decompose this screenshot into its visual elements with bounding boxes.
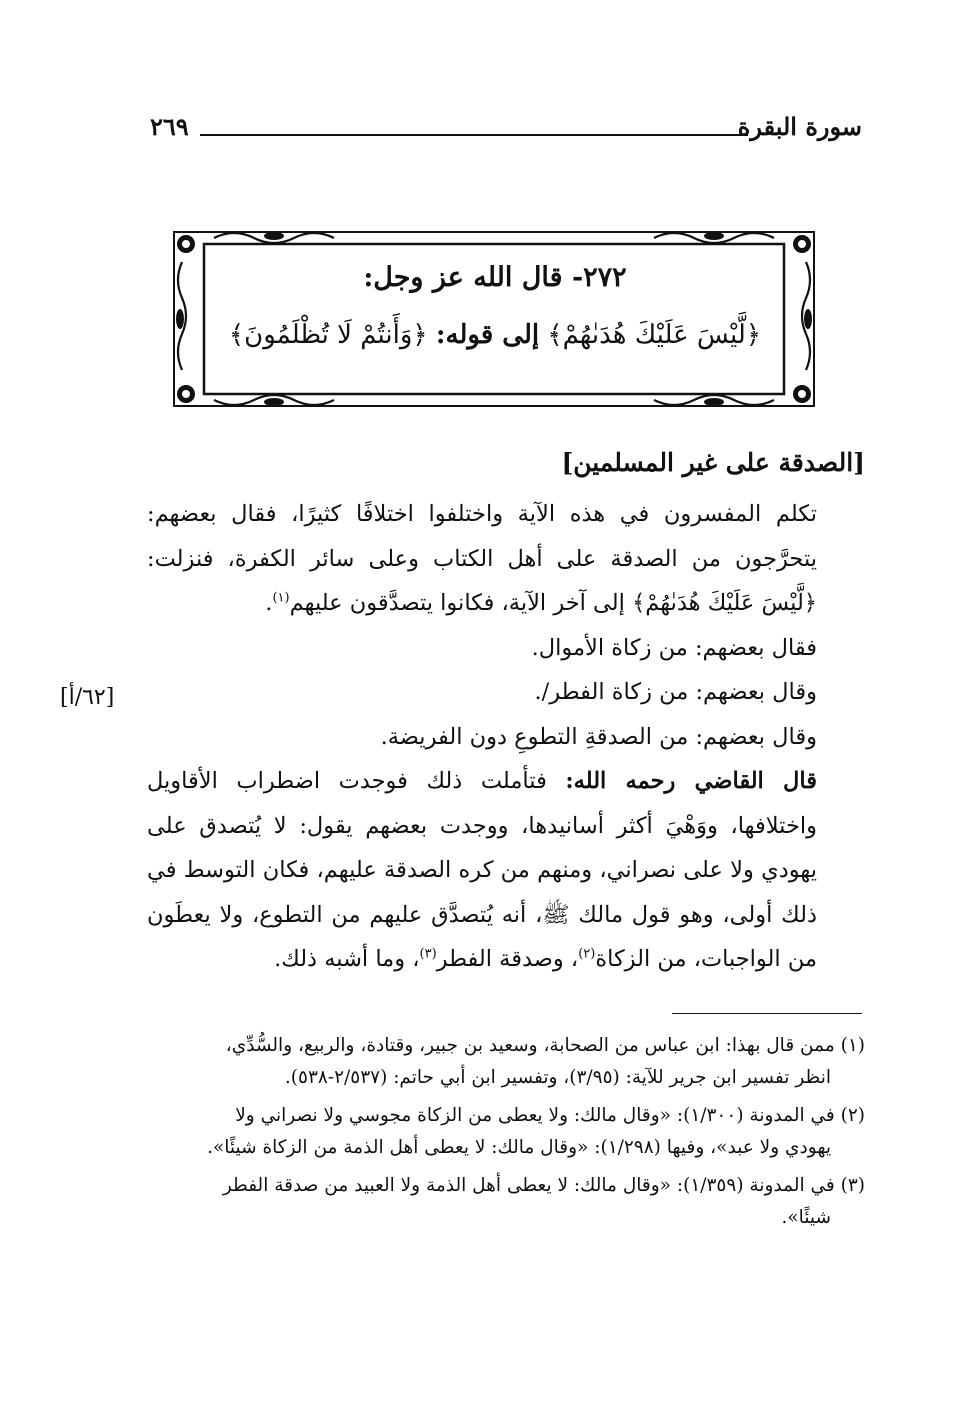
footnote-3 — [147, 1170, 865, 1234]
verse-line — [196, 320, 794, 350]
paragraph-1 — [147, 492, 865, 626]
p5-text-c: ، وما أشبه ذلك. — [274, 946, 420, 972]
footnote-3-line-1: (٣) في المدونة (١/٣٥٩): «وقال مالك: لا يعطى أهل الذمة ولا العبيد من صدقة الفطر — [222, 1175, 865, 1196]
paragraph-5 — [147, 759, 865, 982]
footnote-3-line-2: شيئًا». — [781, 1207, 831, 1228]
paragraph-2: فقال بعضهم: من زكاة الأموال. — [531, 634, 817, 661]
footnote-2 — [147, 1100, 865, 1164]
footnote-2-line-1: (٢) في المدونة (١/٣٠٠): «وقال مالك: ولا يعطى من الزكاة مجوسي ولا نصراني ولا — [235, 1105, 865, 1126]
footnotes — [147, 1030, 865, 1240]
verse-end: ﴿وَأَنتُمْ لَا تُظْلَمُونَ﴾ — [228, 320, 428, 350]
p1-text-a: تكلم المفسرون في هذه الآية واختلفوا اختلافًا كثيرًا، فقال بعضهم: يتحرَّجون من الصدقة على أهل الكتاب وعلى سائر الكفرة، فنزلت: — [147, 501, 817, 572]
p5-lead: قال القاضي رحمه الله: — [565, 768, 817, 794]
footnote-1-line-2: انظر تفسير ابن جرير للآية: (٣/٩٥)، وتفسير ابن أبي حاتم: (٢/٥٣٧-٥٣٨). — [284, 1067, 831, 1088]
footnote-2-line-2: يهودي ولا عبد»، وفيها (١/٢٩٨): «وقال مالك: لا يعطى أهل الذمة من الزكاة شيئًا». — [207, 1137, 831, 1158]
ornamental-frame — [164, 222, 824, 416]
footnote-ref-2[interactable]: (٢) — [578, 946, 596, 962]
paragraph-3: وقال بعضهم: من زكاة الفطر/. — [534, 679, 817, 705]
section-title: [الصدقة على غير المسلمين] — [561, 448, 865, 477]
p1-text-b: إلى آخر الآية، فكانوا يتصدَّقون عليهم — [289, 590, 633, 616]
frame-ornament-icon — [164, 222, 824, 416]
paragraph-4: وقال بعضهم: من الصدقةِ التطوعِ دون الفريضة. — [380, 723, 817, 750]
running-head — [150, 112, 862, 152]
p5-text-a: فتأملت ذلك فوجدت اضطراب الأقاويل واختلافها، ووَهْيَ أكثر أسانيدها، ووجدت بعضهم يقول: لا يُتصدق على يهودي ولا على نصراني، ومنهم من كره الصدقة عليهم، فكان التوسط في ذلك أولى، وهو قول مالك ﷺ، أنه يُتصدَّق عليهم من التطوع، ولا يعطَون من الواجبات، من الزكاة — [147, 768, 817, 972]
body-text — [147, 492, 865, 982]
header-rule — [200, 134, 748, 136]
p1-end: . — [265, 590, 273, 616]
margin-folio-reference: [٦٢/أ] — [60, 685, 115, 710]
footnote-1-line-1: (١) ممن قال بهذا: ابن عباس من الصحابة، وسعيد بن جبير، وقتادة، والربيع، والسُّدِّي، — [225, 1035, 865, 1056]
surah-name: سورة البقرة — [737, 112, 862, 141]
page-number: ٢٦٩ — [150, 112, 189, 141]
verse-connector: إلى قوله: — [435, 320, 540, 350]
footnote-rule — [672, 1013, 862, 1014]
p1-verse: ﴿لَّيْسَ عَلَيْكَ هُدَىٰهُمْ﴾ — [632, 590, 817, 616]
footnote-1 — [147, 1030, 865, 1094]
p5-text-b: ، وصدقة الفطر — [436, 946, 579, 972]
verse-heading: ٢٧٢- قال الله عز وجل: — [363, 262, 627, 293]
verse-start: ﴿لَّيْسَ عَلَيْكَ هُدَىٰهُمْ﴾ — [547, 320, 762, 350]
footnote-ref-1[interactable]: (١) — [272, 590, 290, 606]
footnote-ref-3[interactable]: (٣) — [419, 946, 437, 962]
